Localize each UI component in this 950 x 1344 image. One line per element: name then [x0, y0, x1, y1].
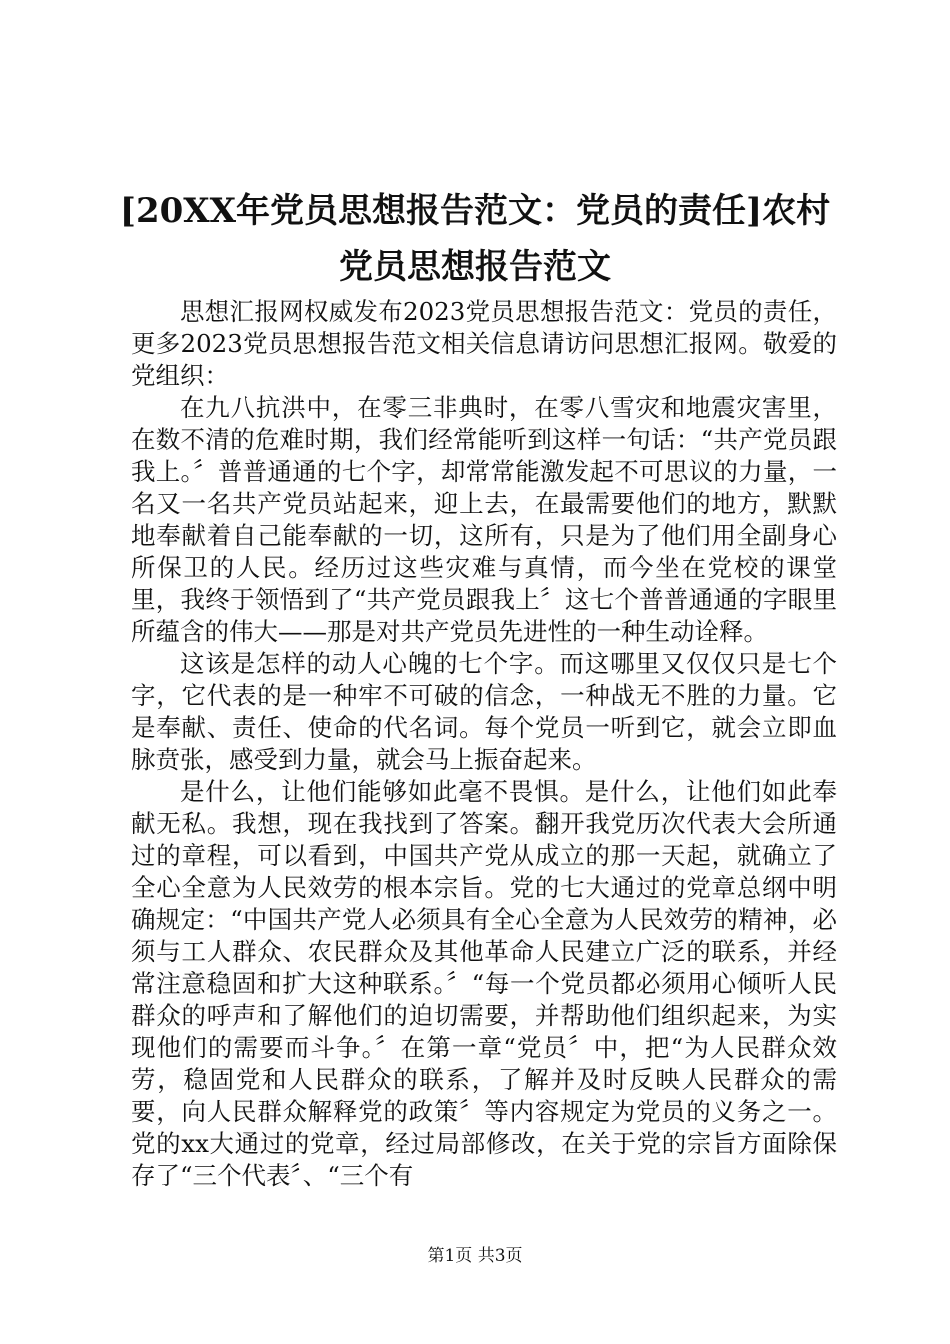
document-title: [20XX年党员思想报告范文：党员的责任]农村党员思想报告范文 — [119, 191, 831, 287]
page-footer: 第1页 共3页 — [427, 1246, 523, 1266]
paragraph: 这该是怎样的动人心魄的七个字。而这哪里又仅仅只是七个字，它代表的是一种牢不可破的信念，一种战无不胜的力量。它是奉献、责任、使命的代名词。每个党员一听到它，就会立即血脉贲张，感受到力量，就会马上振奋起来。 — [131, 649, 837, 774]
document-body — [131, 296, 837, 1192]
paragraph: 思想汇报网权威发布2023党员思想报告范文：党员的责任，更多2023党员思想报告范文相关信息请访问思想汇报网。敬爱的党组织： — [131, 297, 837, 390]
paragraph: 是什么，让他们能够如此毫不畏惧。是什么，让他们如此奉献无私。我想，现在我找到了答案。翻开我党历次代表大会所通过的章程，可以看到，中国共产党从成立的那一天起，就确立了全心全意为人民效劳的根本宗旨。党的七大通过的党章总纲中明确规定：“中国共产党人必须具有全心全意为人民效劳的精神，必须与工人群众、农民群众及其他革命人民建立广泛的联系，并经常注意稳固和扩大这种联系。〞“每一个党员都必须用心倾听人民群众的呼声和了解他们的迫切需要，并帮助他们组织起来，为实现他们的需要而斗争。〞在第一章“党员〞中，把“为人民群众效劳，稳固党和人民群众的联系，了解并及时反映人民群众的需要，向人民群众解释党的政策〞等内容规定为党员的义务之一。党的xx大通过的党章，经过局部修改，在关于党的宗旨方面除保存了“三个代表〞、“三个有 — [131, 777, 837, 1190]
paragraph: 在九八抗洪中，在零三非典时，在零八雪灾和地震灾害里，在数不清的危难时期，我们经常能听到这样一句话：“共产党员跟我上。〞普普通通的七个字，却常常能激发起不可思议的力量，一名又一名共产党员站起来，迎上去，在最需要他们的地方，默默地奉献着自己能奉献的一切，这所有，只是为了他们用全副身心所保卫的人民。经历过这些灾难与真情，而今坐在党校的课堂里，我终于领悟到了“共产党员跟我上〞这七个普普通通的字眼里所蕴含的伟大——那是对共产党员先进性的一种生动诠释。 — [131, 393, 837, 646]
